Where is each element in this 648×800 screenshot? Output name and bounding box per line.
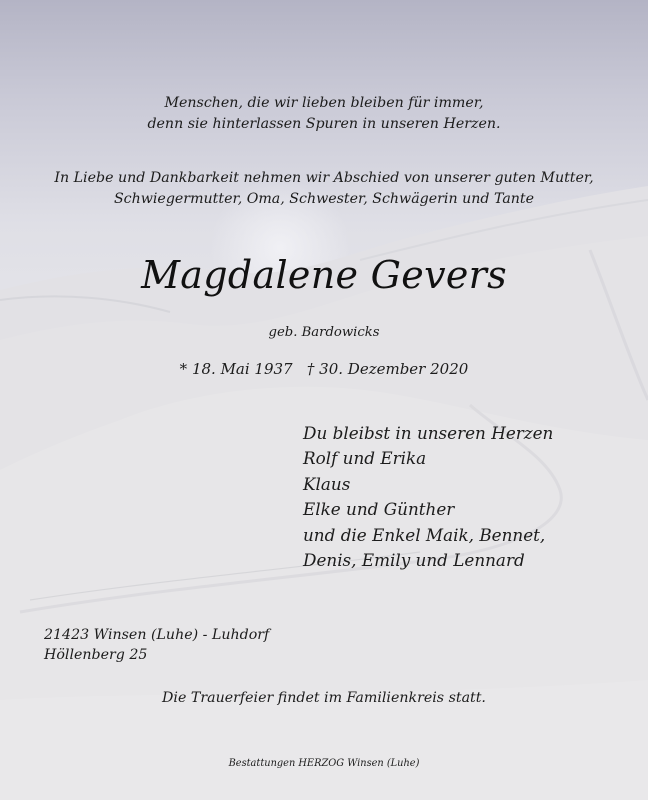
- intro-line-2: Schwiegermutter, Oma, Schwester, Schwägerin und Tante: [113, 191, 535, 207]
- intro-line-1: In Liebe und Dankbarkeit nehmen wir Abschied von unserer guten Mutter,: [54, 170, 594, 186]
- funeral-note: Die Trauerfeier findet im Familienkreis statt.: [162, 690, 486, 706]
- memorial-quote: [0, 93, 648, 135]
- life-dates: [0, 358, 648, 380]
- mourner-line: Elke und Günther: [303, 499, 455, 520]
- family-address: [44, 626, 269, 665]
- mourner-line: Klaus: [303, 473, 351, 494]
- undertaker-credit: Bestattungen HERZOG Winsen (Luhe): [228, 758, 420, 769]
- mourner-line: und die Enkel Maik, Bennet,: [303, 524, 546, 545]
- address-line-1: 21423 Winsen (Luhe) - Luhdorf: [44, 627, 270, 643]
- mourner-line: Denis, Emily und Lennard: [303, 550, 525, 571]
- mourners-list: [303, 421, 643, 573]
- mourner-line: Du bleibst in unseren Herzen: [303, 423, 554, 443]
- mourner-line: Rolf und Erika: [303, 448, 427, 469]
- farewell-intro: [0, 168, 648, 210]
- quote-line-1: Menschen, die wir lieben bleiben für immer,: [164, 95, 484, 111]
- maiden-name: geb. Bardowicks: [268, 325, 380, 340]
- address-line-2: Höllenberg 25: [44, 646, 148, 663]
- quote-line-2: denn sie hinterlassen Spuren in unseren Herzen.: [147, 116, 501, 132]
- deceased-name: Magdalene Gevers: [141, 253, 507, 297]
- life-dates-text: * 18. Mai 1937 † 30. Dezember 2020: [179, 360, 469, 378]
